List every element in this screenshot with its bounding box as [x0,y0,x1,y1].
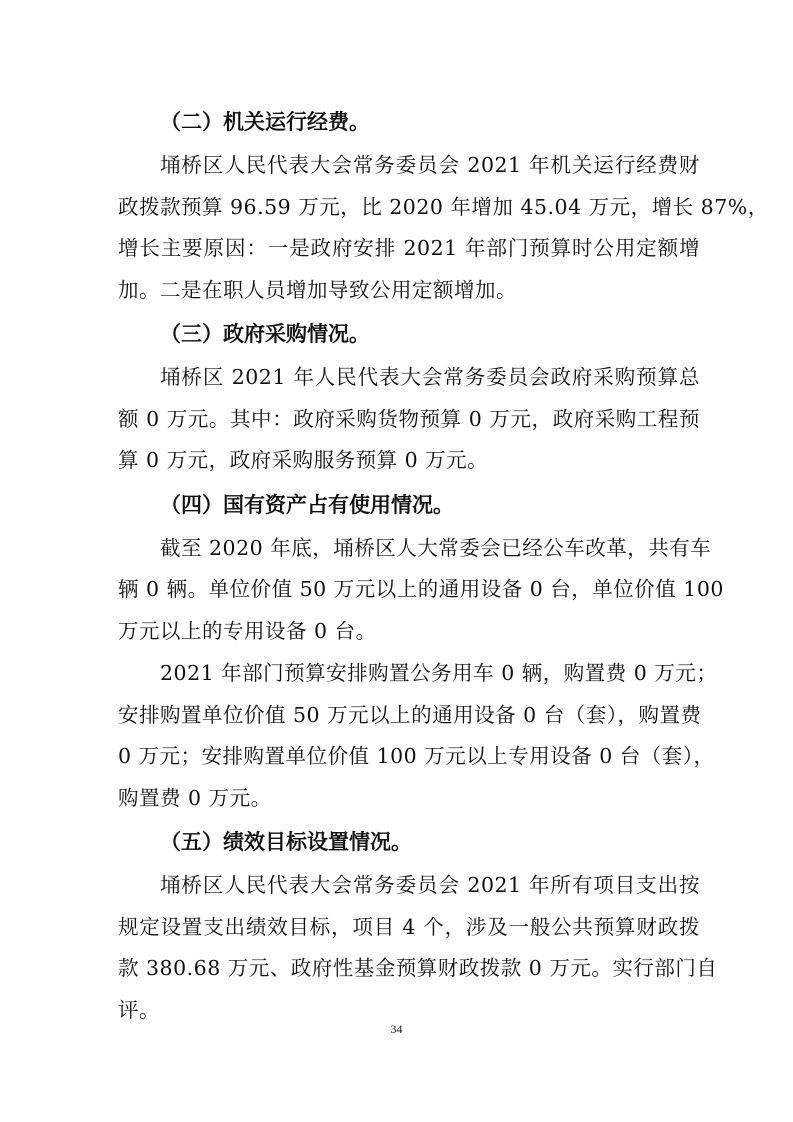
paragraph-state-assets-status [118,528,724,653]
text-line: 0 万元；安排购置单位价值 100 万元以上专用设备 0 台（套）， [118,744,715,768]
text-line: 截至 2020 年底，埇桥区人大常委会已经公车改革，共有车 [160,535,712,560]
text-line: 增长主要原因：一是政府安排 2021 年部门预算时公用定额增 [118,236,700,260]
text-line: 埇桥区人民代表大会常务委员会 2021 年所有项目支出按 [160,873,700,897]
paragraph-state-assets-budget [118,653,718,819]
text-line: 万元以上的专用设备 0 台。 [118,618,377,643]
text-line: 额 0 万元。其中：政府采购货物预算 0 万元，政府采购工程预 [118,406,700,431]
section-heading-performance-goals: （五）绩效目标设置情况。 [160,830,412,854]
page-number: 34 [390,1022,403,1036]
document-body [118,100,769,1032]
text-line: 辆 0 辆。单位价值 50 万元以上的通用设备 0 台，单位价值 100 [118,577,724,601]
text-line: 政拨款预算 96.59 万元，比 2020 年增加 45.04 万元，增长 87%， [118,194,769,219]
text-line: 埇桥区人民代表大会常务委员会 2021 年机关运行经费财 [160,153,700,177]
text-line: 规定设置支出绩效目标，项目 4 个，涉及一般公共预算财政拨 [118,914,700,939]
paragraph-procurement [118,357,700,482]
text-line: 埇桥区 2021 年人民代表大会常务委员会政府采购预算总 [160,365,700,389]
text-line: 评。 [118,997,160,1022]
text-line: 2021 年部门预算安排购置公务用车 0 辆，购置费 0 万元； [160,661,718,685]
text-line: 算 0 万元，政府采购服务预算 0 万元。 [118,448,489,472]
section-heading-state-assets: （四）国有资产占有使用情况。 [160,492,454,517]
paragraph-performance-goals [118,865,718,1031]
text-line: 款 380.68 万元、政府性基金预算财政拨款 0 万元。实行部门自 [118,956,718,980]
text-line: 加。二是在职人员增加导致公用定额增加。 [118,277,517,302]
text-line: 安排购置单位价值 50 万元以上的通用设备 0 台（套），购置费 [118,702,702,727]
section-heading-procurement: （三）政府采购情况。 [160,322,370,346]
text-line: 购置费 0 万元。 [118,785,272,810]
section-heading-operating-costs: （二）机关运行经费。 [160,110,370,134]
paragraph-operating-costs [118,145,769,311]
